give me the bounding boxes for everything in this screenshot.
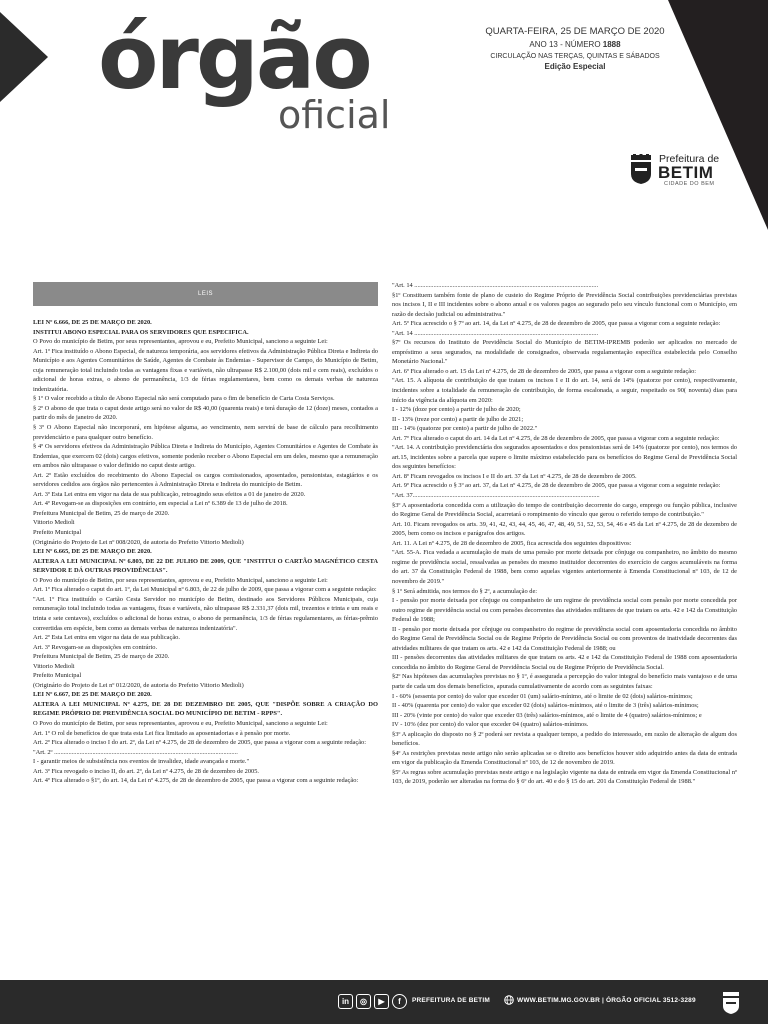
law-paragraph: I - pensão por morte deixada por cônjuge ou companheiro de um regime de previdência social com pensão por morte concedida por outro regime de previdência social ou com pensões decorrentes das atividades militares de que tratam os arts. 42 e 142 da Constituição Federal de 1988; xyxy=(392,597,737,624)
law-paragraph: §3º A aposentadoria concedida com a utilização do tempo de contribuição decorrente do cargo, emprego ou função pública, inclusive do Regime Geral de Previdência Social, acarretará o rompimento do vínculo que gerou o referido tempo de contribuição." xyxy=(392,501,737,519)
edition-prefix: ANO 13 - NÚMERO xyxy=(529,40,603,49)
law-paragraph: Art. 4º Revogam-se as disposições em contrário, em especial a Lei nº 6.389 de 13 de julho de 2018. xyxy=(33,500,288,508)
law-paragraph: Art. 1º Fica alterado o caput do art. 1º, da Lei Municipal nº 6.803, de 22 de julho de 2009, que passa a vigorar com a seguinte redação: xyxy=(33,586,377,594)
law-heading: INSTITUI ABONO ESPECIAL PARA OS SERVIDORES QUE ESPECIFICA. xyxy=(33,328,249,336)
instagram-icon[interactable]: ◎ xyxy=(356,994,371,1009)
law-paragraph: Art. 3º Fica revogado o inciso II, do art. 2º, da Lei nº 4.275, de 28 de dezembro de 2005. xyxy=(33,767,260,775)
law-paragraph: "Art. 2º ................................................................................................................... xyxy=(33,748,238,756)
law-paragraph: §2º Nas hipóteses das acumulações previstas no § 1º, é assegurada a percepção do valor integral do benefício mais vantajoso e de uma parte de cada um dos demais benefícios, apurada cumulativamente de acordo com as seguintes faixas: xyxy=(392,673,737,690)
law-paragraph: § 3º O Abono Especial não incorporará, em hipótese alguma, ao vencimento, nem servirá de base de cálculo para recolhimento previdenciário e para qualquer outro benefício. xyxy=(33,424,378,441)
law-paragraph: Art. 9º Fica acrescido o § 3º ao art. 37, da Lei nº 4.275, de 28 de dezembro de 2005, que passa a vigorar com a seguinte redação: xyxy=(392,482,721,490)
law-paragraph: "Art. 14 ................................................................................................................... xyxy=(392,282,599,289)
brand-line2: BETIM xyxy=(658,163,714,182)
law-paragraph: § 4º Os servidores efetivos da Administração Pública Direta e Indireta do Município, Agentes Comunitários e Agentes de Combate às Endemias, que exercem 02 (dois) cargos efetivos, somente poderão receber o Abono Especial em um deles, mesmo que a remuneração em ambos não ultrapasse o valor definido no caput deste artigo. xyxy=(33,443,378,470)
brand-line1: Prefeitura de xyxy=(659,153,720,165)
law-heading: ALTERA A LEI MUNICIPAL Nº 6.803, DE 22 DE JULHO DE 2009, QUE "INSTITUI O CARTÃO MAGNÉTICO CESTA SERVIDOR E DÁ OUTRAS PROVIDÊNCIAS". xyxy=(33,557,378,575)
law-paragraph: Art. 7º Fica alterado o caput do art. 14 da Lei nº 4.275, de 28 de dezembro de 2005, que passa a vigorar com a seguinte redação: xyxy=(392,434,720,442)
law-paragraph: IV - 10% (dez por cento) do valor que exceder 04 (quatro) salários-mínimos. xyxy=(392,721,589,729)
law-paragraph: III - 20% (vinte por cento) do valor que exceder 03 (três) salários-mínimos, até o limite de 4 (quatro) salários-mínimos; e xyxy=(392,711,702,719)
issue-date: QUARTA-FEIRA, 25 DE MARÇO DE 2020 xyxy=(485,26,665,37)
city-crest-icon xyxy=(630,154,652,184)
law-paragraph: "Art. 1º Fica instituído o Cartão Cesta Servidor no município de Betim, destinado aos Servidores Públicos Municipais, cuja remuneração total incluindo todas as vantagens, fixas e variáveis, não ultrapasse R$ 2.331,37 (dois mil, trezentos e trinta e um reais e trinta e sete centavos), excluídos o adicional de horas extras, o abono de permanência, 1/3 de férias regulamentares, as férias-prêmio convertidas em espécie, bem como as demais verbas de natureza indenizatória". xyxy=(33,595,378,632)
section-label-bar: LEIS xyxy=(33,282,378,306)
law-paragraph: "Art. 15. A alíquota de contribuição de que tratam os incisos I e II do art. 14, será de 14% (quatorze por cento), respectivamente, incidentes sobre a totalidade da remuneração de contribuição, de forma escalonada, a seguir, respeitado os 90( noventa) dias para início da vigência da alíquota em 2020: xyxy=(392,377,737,404)
law-paragraph: §1º Constituem também fonte de plano de custeio do Regime Próprio de Previdência Social contribuições previdenciárias previstas nos incisos I, II e III incidentes sobre o abono anual e os valores pagos ao segurado pelo seu vínculo funcional com o Município, em razão de decisão judicial ou administrativa." xyxy=(392,291,737,318)
law-paragraph: Prefeitura Municipal de Betim, 25 de março de 2020. xyxy=(33,509,170,517)
law-paragraph: O Povo do município de Betim, por seus representantes, aprovou e eu, Prefeito Municipal, sanciono a seguinte Lei: xyxy=(33,576,328,584)
circulation-note: CIRCULAÇÃO NAS TERÇAS, QUINTAS E SÁBADOS xyxy=(490,53,660,60)
law-paragraph: Art. 5º Fica acrescido o § 7º ao art. 14, da Lei nº 4.275, de 28 de dezembro de 2005, que passa a vigorar com a seguinte redação: xyxy=(392,320,721,328)
law-paragraph: O Povo do município de Betim, por seus representantes, aprovou e eu, Prefeito Municipal, sanciono a seguinte Lei: xyxy=(33,338,328,346)
law-paragraph: Art. 11. A Lei nº 4.275, de 28 de dezembro de 2005, fica acrescida dos seguintes dispositivos: xyxy=(392,539,632,547)
facebook-icon[interactable]: f xyxy=(392,994,407,1009)
masthead-info xyxy=(475,26,675,71)
law-paragraph: Prefeito Municipal xyxy=(33,529,82,537)
social-links xyxy=(338,994,407,1009)
youtube-icon[interactable]: ▶ xyxy=(374,994,389,1009)
footer-prefeitura: PREFEITURA DE BETIM xyxy=(412,997,490,1004)
law-paragraph: III - 14% (quatorze por cento) a partir de julho de 2022." xyxy=(392,425,538,433)
law-paragraph: I - 60% (sessenta por cento) do valor que exceder 01 (um) salário-mínimo, até o limite de 02 (dois) salários-mínimos; xyxy=(392,692,693,700)
decorative-triangle-left xyxy=(0,12,48,102)
law-paragraph: (Originário do Projeto de Lei nº 008/2020, de autoria do Prefeito Vittorio Medioli) xyxy=(33,538,244,546)
law-paragraph: I - 12% (doze por cento) a partir de julho de 2020; xyxy=(392,406,521,414)
law-paragraph: I - garantir meios de subsistência nos eventos de invalidez, idade avançada e morte." xyxy=(33,758,250,766)
law-paragraph: Art. 3º Revogam-se as disposições em contrário. xyxy=(33,643,158,651)
law-paragraph: "Art. 14. A contribuição previdenciária dos segurados aposentados e dos pensionistas será de 14% (quatorze por cento), nos termos do art.15, incidentes sobre a parcela que supere o limite máximo estabelecido para os benefícios do Regime Geral de Previdência Social dos seguintes benefícios: xyxy=(392,444,737,471)
law-paragraph: Art. 2º Fica alterado o inciso I do art. 2º, da Lei nº 4.275, de 28 de dezembro de 2005, que passa a vigorar com a seguinte redação: xyxy=(33,739,366,747)
law-paragraph: § 2º O abono de que trata o caput deste artigo será no valor de R$ 40,00 (quarenta reais) e terá duração de 12 (doze) meses, contados a partir do mês de janeiro de 2020. xyxy=(33,404,378,422)
masthead-logo: órgão xyxy=(98,6,370,109)
right-column xyxy=(392,281,737,973)
city-crest-icon xyxy=(722,992,740,1014)
law-paragraph: Art. 1º O rol de benefícios de que trata esta Lei fica limitado as aposentadorias e à pensão por morte. xyxy=(33,729,291,737)
law-paragraph: §5º As regras sobre acumulação previstas neste artigo e na legislação vigente na data de entrada em vigor da Emenda Constitucional nº 103, de 2019, poderão ser alteradas na forma do § 6º do art. 40 e do § 15 do art. 201 da Constituição Federal de 1988." xyxy=(392,768,737,786)
law-paragraph: "Art. 37..................................................................................................................... xyxy=(392,492,600,500)
law-paragraph: II - 13% (treze por cento) a partir de julho de 2021; xyxy=(392,415,524,423)
law-paragraph: II - 40% (quarenta por cento) do valor que exceder 02 (dois) salários-mínimos, até o limite de 3 (três) salários-mínimos; xyxy=(392,702,699,710)
law-paragraph: §3º A aplicação do disposto no § 2º poderá ser revista a qualquer tempo, a pedido do interessado, em razão de alteração de algum dos benefícios. xyxy=(392,730,737,748)
law-paragraph: §4º As restrições previstas neste artigo não serão aplicadas se o direito aos benefícios houver sido adquirido antes da data de entrada em vigor da publicação da Emenda Constitucional nº 103, de 12 de novembro de 2019. xyxy=(392,749,737,767)
law-paragraph: "Art. 55-A. Fica vedada a acumulação de mais de uma pensão por morte deixada por cônjuge ou companheiro, no âmbito do mesmo regime de previdência social, ressalvadas as pensões do mesmo instituidor decorrentes do exercício de cargos acumuláveis na forma do art. 37 da Constituição Federal de 1988, bem como aquelas vigentes anteriormente à Emenda Constitucional nº 103, de 12 de novembro de 2019." xyxy=(392,549,737,585)
law-heading: LEI Nº 6.665, DE 25 DE MARÇO DE 2020. xyxy=(33,548,152,556)
linkedin-icon[interactable]: in xyxy=(338,994,353,1009)
masthead-logo-sub: oficial xyxy=(278,93,391,137)
law-paragraph: "Art. 14 ................................................................................................................... xyxy=(392,329,599,337)
law-paragraph: Prefeitura Municipal de Betim, 25 de março de 2020. xyxy=(33,653,170,661)
law-paragraph: Art. 8º Ficam revogados os incisos I e II do art. 37 da Lei nº 4.275, de 28 de dezembro de 2005. xyxy=(392,472,637,480)
law-paragraph: §7º Os recursos do Instituto de Previdência Social do Município de BETIM-IPREMB poderão ser aplicados no mercado de empréstimo a seus segurados, na modalidade de consignados, observada regulamentação específica estabelecida pelo Conselho Monetário Nacional." xyxy=(392,339,737,366)
law-paragraph: (Originário do Projeto de Lei nº 012/2020, de autoria do Prefeito Vittorio Medioli) xyxy=(33,681,244,689)
special-edition-label: Edição Especial xyxy=(544,62,606,71)
law-heading: LEI Nº 6.666, DE 25 DE MARÇO DE 2020. xyxy=(33,319,152,326)
left-column xyxy=(33,318,378,973)
law-paragraph: O Povo do município de Betim, por seus representantes, aprovou e eu, Prefeito Municipal, sanciono a seguinte Lei: xyxy=(33,719,328,727)
footer-website[interactable]: WWW.BETIM.MG.GOV.BR | ÓRGÃO OFICIAL 3512-3289 xyxy=(517,997,696,1004)
law-heading: ALTERA A LEI MUNICIPAL Nº 4.275, DE 28 DE DEZEMBRO DE 2005, QUE "DISPÕE SOBRE A CRIAÇÃO DO REGIME PRÓPRIO DE PREVIDÊNCIA SOCIAL DO MUNICÍPIO DE BETIM - RPPS". xyxy=(33,700,378,718)
law-heading: LEI Nº 6.667, DE 25 DE MARÇO DE 2020. xyxy=(33,691,152,699)
issue-edition xyxy=(475,40,675,49)
law-paragraph: Vittorio Medioli xyxy=(33,519,75,527)
law-paragraph: § 1º Será admitida, nos termos do § 2º, a acumulação de: xyxy=(392,587,538,595)
law-paragraph: § 1º O valor recebido a título de Abono Especial não será computado para o fim de benefício de Carta Costa Serviços. xyxy=(33,395,335,403)
law-paragraph: Art. 10. Ficam revogados os arts. 39, 41, 42, 43, 44, 45, 46, 47, 48, 49, 51, 52, 53, 54, 46 e 45 da Lei nº 4.275, de 28 de dezembro de 2005, bem como os incisos e parágrafos dos artigos. xyxy=(392,520,737,538)
edition-number: 1888 xyxy=(602,40,621,49)
globe-icon xyxy=(504,995,514,1005)
decorative-triangle-right xyxy=(668,0,768,230)
prefeitura-brand xyxy=(630,152,730,188)
law-paragraph: Vittorio Medioli xyxy=(33,662,75,670)
law-paragraph: Art. 1º Fica instituído o Abono Especial, de natureza temporária, aos servidores efetivos da Administração Pública Direta e Indireta do Município e aos Agentes Comunitários de Saúde, Agentes de Combate às Endemias - Supervisor de Campo, do Município de Betim, cuja remuneração total incluindo todas as vantagens fixas e variáveis, não ultrapasse R$ 2.100,00 (dois mil e cem reais), excluídos o adicional de horas extras, o abono de permanência, 1/3 de férias regulamentares, bem como os demais verbas de natureza indenizatória. xyxy=(33,347,378,393)
footer-bar xyxy=(0,980,768,1024)
law-paragraph: Art. 2º Estão excluídos do recebimento do Abono Especial os cargos comissionados, aposentados, pensionistas, estagiários e os servidores cedidos aos órgãos não pertencentes à Administração Direta e Indireta do município de Betim. xyxy=(33,471,378,489)
law-paragraph: Art. 3º Esta Lei entra em vigor na data de sua publicação, retroagindo seus efeitos a 01 de janeiro de 2020. xyxy=(33,490,306,498)
law-paragraph: III - pensões decorrentes das atividades militares de que tratam os arts. 42 e 142 da Constituição Federal de 1988 com aposentadoria concedida no âmbito do Regime Geral de Previdência Social ou de Regime Próprio de Previdência Social. xyxy=(392,654,737,671)
law-paragraph: Prefeito Municipal xyxy=(33,672,82,680)
law-paragraph: Art. 6º Fica alterado o art. 15 da Lei nº 4.275, de 28 de dezembro de 2005, que passa a vigorar com a seguinte redação: xyxy=(392,367,697,375)
law-paragraph: II - pensão por morte deixada por cônjuge ou companheiro do regime de previdência social com aposentadoria concedida no âmbito do Regime Geral de Previdência Social ou de Regime Próprio de Previdência Social ou com proventos de inatividade decorrentes das atividades militares de que tratam os arts. 42 e 142 da Constituição Federal de 1988; ou xyxy=(392,625,737,652)
brand-line3: CIDADE DO BEM xyxy=(664,181,715,187)
law-paragraph: Art. 2º Esta Lei entra em vigor na data de sua publicação. xyxy=(33,634,180,642)
law-paragraph: Art. 4º Fica alterado o §1º, do art. 14, da Lei nº 4.275, de 28 de dezembro de 2005, que passa a vigorar com a seguinte redação: xyxy=(33,777,359,785)
